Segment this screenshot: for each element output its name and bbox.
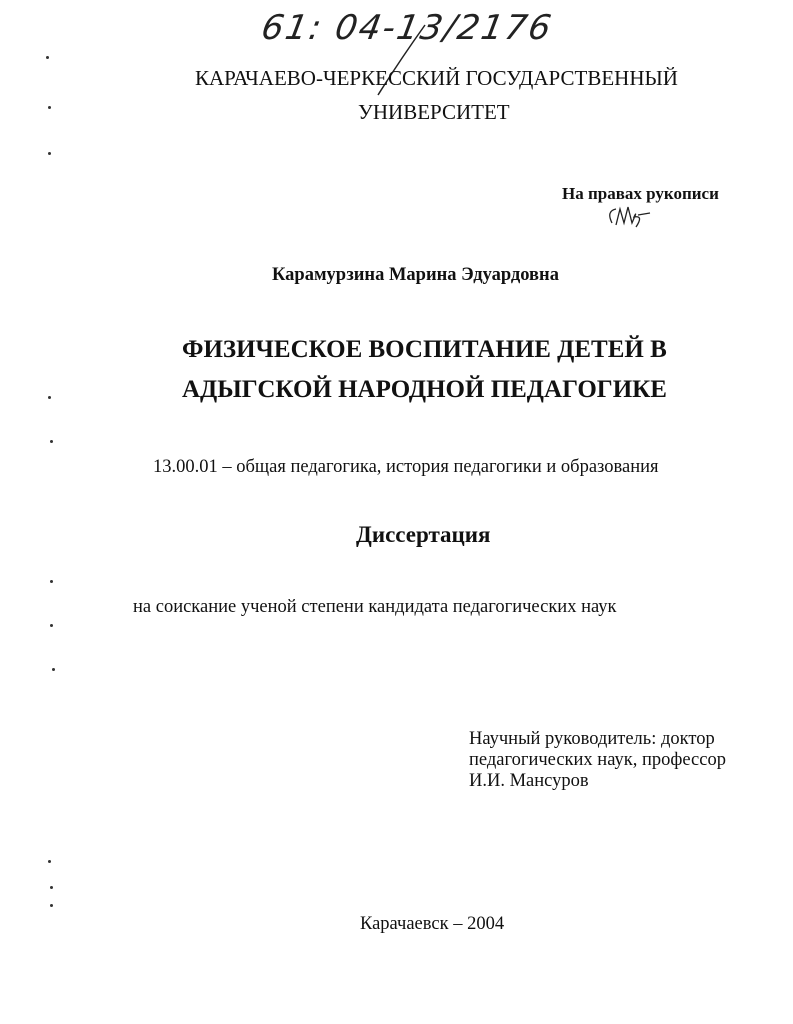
signature	[604, 203, 654, 231]
scan-speck	[48, 396, 51, 399]
manuscript-rights-label: На правах рукописи	[562, 184, 719, 203]
university-name-line2: УНИВЕРСИТЕТ	[358, 100, 510, 124]
author-name: Карамурзина Марина Эдуардовна	[272, 265, 559, 285]
degree-statement: на соискание ученой степени кандидата педагогических наук	[133, 597, 617, 617]
handwritten-archive-code: 61: 04-13/2176	[258, 8, 556, 48]
place-and-year: Карачаевск – 2004	[360, 914, 505, 934]
scan-speck	[48, 106, 51, 109]
scan-speck	[46, 56, 49, 59]
supervisor-line1: Научный руководитель: доктор	[469, 729, 715, 749]
scan-speck	[50, 580, 53, 583]
document-type: Диссертация	[356, 522, 491, 547]
university-name-line1: КАРАЧАЕВО-ЧЕРКЕССКИЙ ГОСУДАРСТВЕННЫЙ	[195, 66, 678, 90]
specialty-code: 13.00.01 – общая педагогика, история педагогики и образования	[153, 457, 659, 477]
supervisor-line2: педагогических наук, профессор	[469, 750, 726, 770]
scan-speck	[48, 152, 51, 155]
supervisor-line3: И.И. Мансуров	[469, 771, 589, 791]
scan-speck	[52, 668, 55, 671]
scan-speck	[50, 886, 53, 889]
scan-speck	[50, 904, 53, 907]
scan-speck	[50, 624, 53, 627]
thesis-title-line1: ФИЗИЧЕСКОЕ ВОСПИТАНИЕ ДЕТЕЙ В	[182, 336, 667, 363]
scan-speck	[48, 860, 51, 863]
supervisor-block	[469, 729, 726, 792]
thesis-title-line2: АДЫГСКОЙ НАРОДНОЙ ПЕДАГОГИКЕ	[182, 376, 667, 403]
scan-speck	[50, 440, 53, 443]
